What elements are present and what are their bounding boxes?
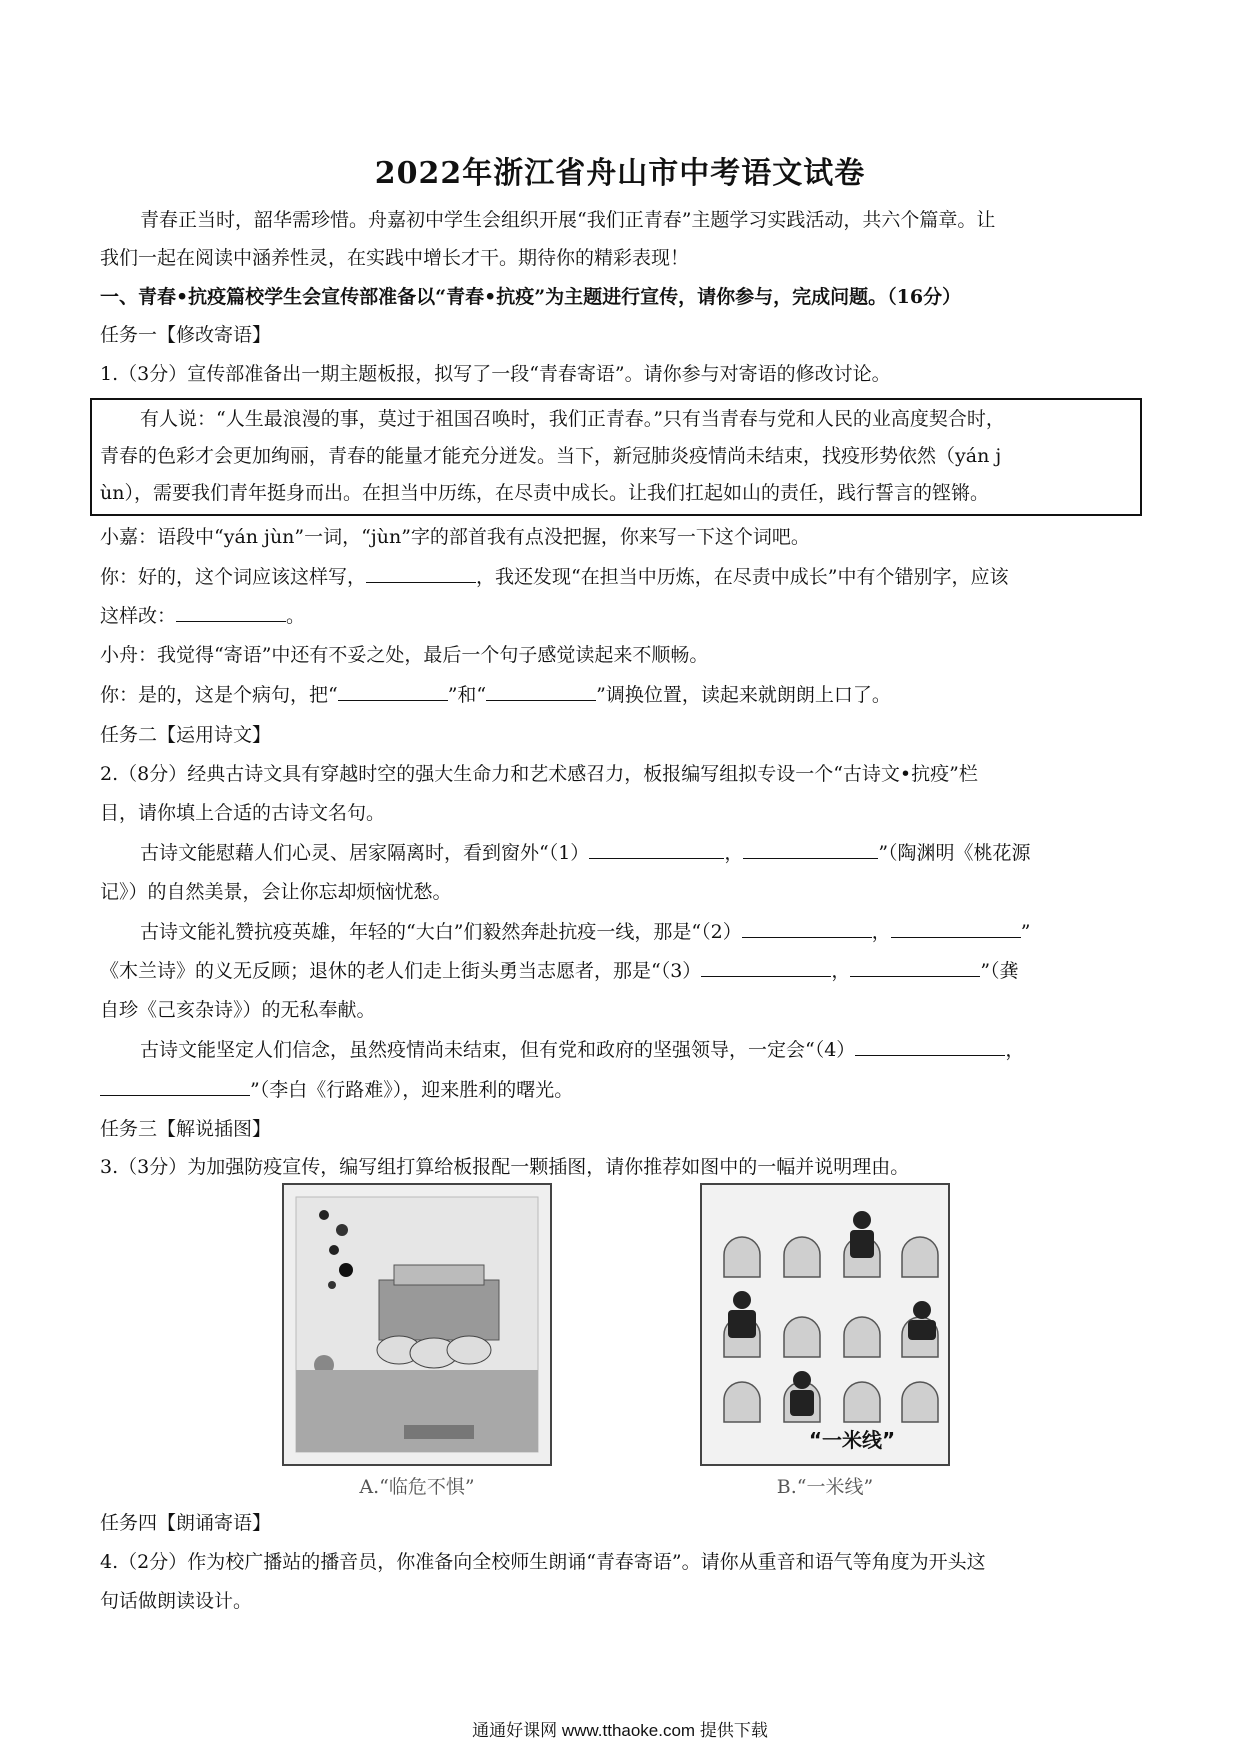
box-line-2: 青春的色彩才会更加绚丽，青春的能量才能充分迸发。当下，新冠肺炎疫情尚未结束，找疫形势依然（yán j — [100, 445, 1002, 467]
page-title: 2022年浙江省舟山市中考语文试卷 — [374, 156, 866, 191]
dialog-text: 你：是的，这是个病句，把“ — [100, 684, 338, 706]
poem-text: ， — [871, 921, 891, 943]
poem-text: ”（龚 — [980, 960, 1019, 982]
answer-blank[interactable] — [100, 1077, 250, 1096]
poem-text: ， — [1005, 1039, 1025, 1061]
poem-line-1 — [140, 838, 1140, 868]
dialog-text: 你：好的，这个词应该这样写， — [100, 566, 367, 588]
box-line-3: ùn），需要我们青年挺身而出。在担当中历练，在尽责中成长。让我们扛起如山的责任，践行誓言的铿锵。 — [100, 482, 989, 504]
answer-blank[interactable] — [701, 958, 831, 977]
one-meter-line-banner: “一米线” — [808, 1428, 896, 1452]
question-3: 3.（3分）为加强防疫宣传，编写组打算给板报配一颗插图，请你推荐如图中的一幅并说明理由。 — [100, 1156, 910, 1178]
poem-text: 古诗文能慰藉人们心灵、居家隔离时，看到窗外“（1） — [140, 842, 590, 864]
poem-line-2: 记》）的自然美景，会让你忘却烦恼忧愁。 — [100, 881, 452, 903]
illustration-b-caption: B.“一米线” — [776, 1476, 874, 1498]
answer-blank[interactable] — [338, 682, 448, 701]
poem-text: ” — [1020, 921, 1031, 943]
answer-blank[interactable] — [891, 919, 1021, 938]
illustration-b — [700, 1183, 950, 1466]
poem-text: 《木兰诗》的义无反顾；退休的老人们走上街头勇当志愿者，那是“（3） — [100, 960, 702, 982]
dialog-text: ”和“ — [447, 684, 487, 706]
illustration-b-drawing — [702, 1185, 948, 1464]
poem-text: ， — [831, 960, 851, 982]
answer-blank[interactable] — [850, 958, 980, 977]
answer-blank[interactable] — [855, 1037, 1005, 1056]
answer-blank[interactable] — [366, 564, 476, 583]
question-1: 1.（3分）宣传部准备出一期主题板报，拟写了一段“青春寄语”。请你参与对寄语的修改讨论。 — [100, 363, 891, 385]
poem-line-5: 自珍《己亥杂诗》）的无私奉献。 — [100, 999, 376, 1021]
dialog-text: 这样改： — [100, 605, 177, 627]
intro-line-2: 我们一起在阅读中涵养性灵，在实践中增长才干。期待你的精彩表现！ — [100, 247, 690, 269]
dialog-line-2 — [100, 562, 1140, 592]
poem-line-3 — [140, 917, 1140, 947]
illustration-a — [282, 1183, 552, 1466]
poem-line-4 — [100, 956, 1140, 986]
question-2-line-2: 目，请你填上合适的古诗文名句。 — [100, 802, 386, 824]
dialog-line-4: 小舟：我觉得“寄语”中还有不妥之处，最后一个句子感觉读起来不顺畅。 — [100, 644, 709, 666]
illustration-a-caption: A.“临危不惧” — [359, 1476, 475, 1498]
answer-blank[interactable] — [589, 840, 724, 859]
poem-text: 古诗文能礼赞抗疫英雄，年轻的“大白”们毅然奔赴抗疫一线，那是“（2） — [140, 921, 742, 943]
answer-blank[interactable] — [486, 682, 596, 701]
answer-blank[interactable] — [176, 603, 286, 622]
task-2-heading: 任务二【运用诗文】 — [100, 724, 272, 746]
poem-text: ”（陶渊明《桃花源 — [878, 842, 1031, 864]
task-1-heading: 任务一【修改寄语】 — [100, 324, 272, 346]
dialog-line-1: 小嘉：语段中“yán jùn”一词，“jùn”字的部首我有点没把握，你来写一下这个词吧。 — [100, 526, 810, 548]
question-4-line-2: 句话做朗读设计。 — [100, 1590, 253, 1612]
intro-line-1: 青春正当时，韶华需珍惜。舟嘉初中学生会组织开展“我们正青春”主题学习实践活动，共六个篇章。让 — [140, 209, 996, 231]
poem-line-7 — [100, 1075, 1140, 1105]
poem-text: ”（李白《行路难》），迎来胜利的曙光。 — [250, 1079, 574, 1101]
question-4-line-1: 4.（2分）作为校广播站的播音员，你准备向全校师生朗诵“青春寄语”。请你从重音和语气等角度为开头这 — [100, 1551, 986, 1573]
dialog-text: 。 — [286, 605, 306, 627]
dialog-text: ，我还发现“在担当中历炼，在尽责中成长”中有个错别字，应该 — [476, 566, 1009, 588]
answer-blank[interactable] — [743, 840, 878, 859]
section-heading: 一、青春•抗疫篇校学生会宣传部准备以“青春•抗疫”为主题进行宣传，请你参与，完成问题。（16分） — [100, 286, 962, 308]
poem-text: 古诗文能坚定人们信念，虽然疫情尚未结束，但有党和政府的坚强领导，一定会“（4） — [140, 1039, 856, 1061]
question-2-line-1: 2.（8分）经典古诗文具有穿越时空的强大生命力和艺术感召力，板报编写组拟专设一个“古诗文•抗疫”栏 — [100, 763, 978, 785]
box-line-1: 有人说：“人生最浪漫的事，莫过于祖国召唤时，我们正青春。”只有当青春与党和人民的业高度契合时， — [140, 408, 1005, 430]
task-4-heading: 任务四【朗诵寄语】 — [100, 1512, 272, 1534]
illustration-a-drawing — [284, 1185, 550, 1464]
task-3-heading: 任务三【解说插图】 — [100, 1118, 272, 1140]
page-footer: 通通好课网 www.tthaoke.com 提供下载 — [472, 1721, 768, 1740]
poem-text: ， — [724, 842, 744, 864]
dialog-line-5 — [100, 680, 1140, 710]
answer-blank[interactable] — [742, 919, 872, 938]
poem-line-6 — [140, 1035, 1140, 1065]
dialog-text: ”调换位置，读起来就朗朗上口了。 — [596, 684, 891, 706]
dialog-line-3 — [100, 601, 1140, 631]
